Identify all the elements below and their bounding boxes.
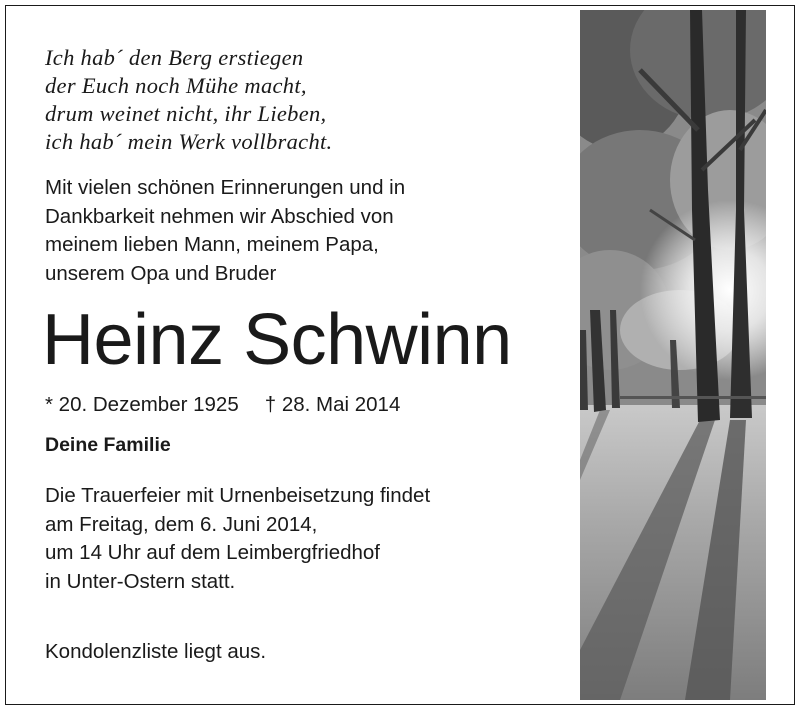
trees-in-park-sunlight-image: [580, 10, 766, 700]
farewell-line: Dankbarkeit nehmen wir Abschied von: [45, 204, 394, 228]
poem-line: ich hab´ mein Werk vollbracht.: [45, 129, 333, 154]
poem-line: der Euch noch Mühe macht,: [45, 73, 307, 98]
service-line: am Freitag, dem 6. Juni 2014,: [45, 512, 318, 536]
farewell-line: meinem lieben Mann, meinem Papa,: [45, 233, 379, 256]
farewell-text: [45, 174, 405, 288]
poem-line: drum weinet nicht, ihr Lieben,: [45, 101, 327, 126]
service-line: Die Trauerfeier mit Urnenbeisetzung findet: [45, 484, 431, 507]
poem-line: Ich hab´ den Berg erstiegen: [45, 45, 304, 70]
condolence-note: Kondolenzliste liegt aus.: [45, 640, 267, 663]
birth-date: * 20. Dezember 1925: [45, 393, 239, 416]
service-line: in Unter-Ostern statt.: [45, 569, 236, 593]
farewell-line: unserem Opa und Bruder: [45, 261, 277, 285]
family-signature: Deine Familie: [45, 434, 171, 456]
memorial-poem: [45, 44, 332, 156]
death-date: † 28. Mai 2014: [264, 393, 401, 416]
service-line: um 14 Uhr auf dem Leimbergfriedhof: [45, 541, 381, 564]
life-dates: [45, 392, 400, 418]
obituary-notice: [5, 5, 795, 705]
farewell-line: Mit vielen schönen Erinnerungen und in: [45, 176, 406, 199]
funeral-service-info: [45, 482, 430, 596]
deceased-name: Heinz Schwinn: [42, 300, 512, 380]
